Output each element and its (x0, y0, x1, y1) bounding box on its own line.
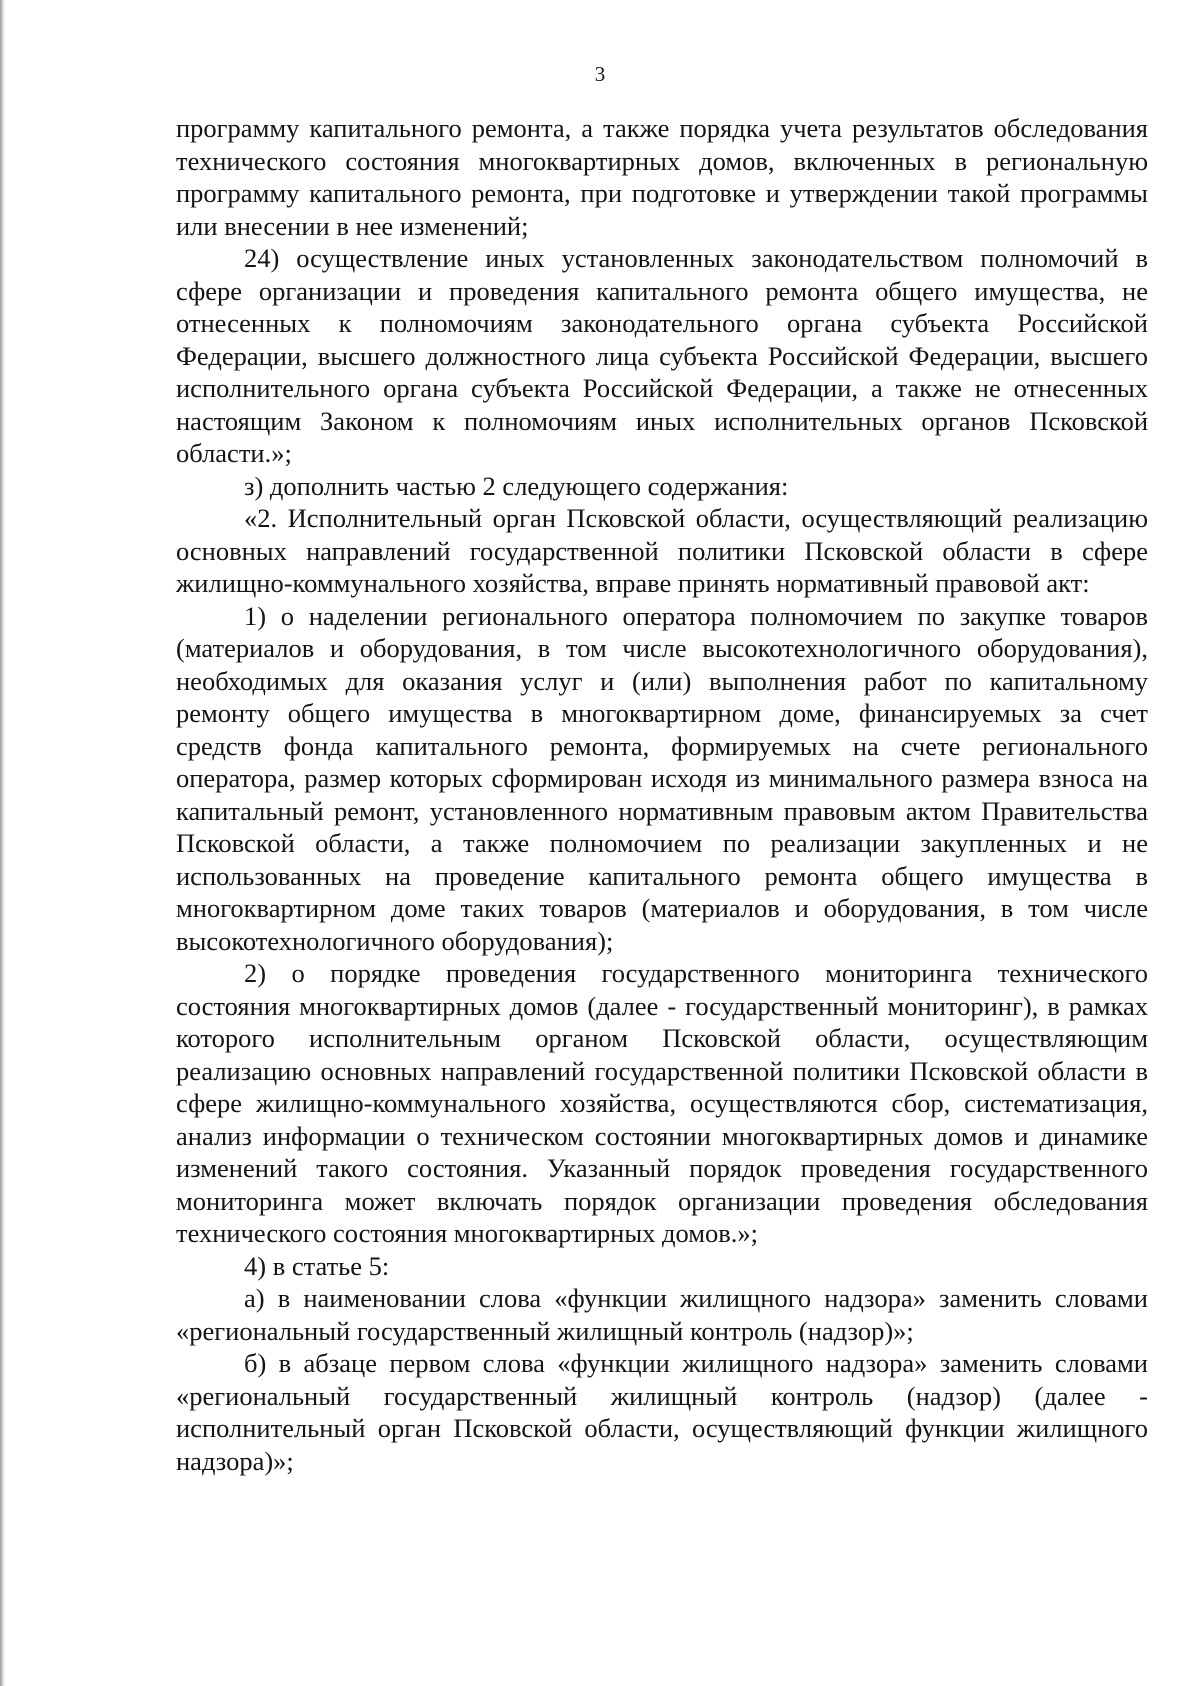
paragraph-subitem-1: 1) о наделении регионального оператора полномочием по закупке товаров (материалов и оборудования, в том числе высокотехнологичного оборудования), необходимых для оказания услуг и (или) выполнения работ по капитальному ремонту общего имущества в многоквартирном доме, финансируемых за счет средств фонда капитального ремонта, формируемых на счете регионального оператора, размер которых сформирован исходя из минимального размера взноса на капитальный ремонт, установленного нормативным правовым актом Правительства Псковской области, а также полномочием по реализации закупленных и не использованных на проведение капитального ремонта общего имущества в многоквартирном доме таких товаров (материалов и оборудования, в том числе высокотехнологичного оборудования); (176, 600, 1148, 956)
paragraph-item-4b: б) в абзаце первом слова «функции жилищного надзора» заменить словами «региональный государственный жилищный контроль (надзор) (далее - исполнительный орган Псковской области, осуществляющий функции жилищного надзора)»; (176, 1348, 1148, 1476)
paragraph-item-4: 4) в статье 5: (244, 1250, 390, 1281)
paragraph-item-24: 24) осуществление иных установленных законодательством полномочий в сфере организации и проведения капитального ремонта общего имущества, не отнесенных к полномочиям законодательного органа субъекта Российской Федерации, высшего должностного лица субъекта Российской Федерации, высшего исполнительного органа субъекта Российской Федерации, а также не отнесенных настоящим Законом к полномочиям иных исполнительных органов Псковской области.»; (176, 243, 1148, 468)
document-body (176, 112, 1148, 1477)
paragraph-item-4a: а) в наименовании слова «функции жилищного надзора» заменить словами «региональный государственный жилищный контроль (надзор)»; (176, 1283, 1148, 1346)
page-number: 3 (594, 62, 606, 86)
paragraph-part-2: «2. Исполнительный орган Псковской области, осуществляющий реализацию основных направлений государственной политики Псковской области в сфере жилищно-коммунального хозяйства, вправе принять нормативный правовой акт: (176, 503, 1148, 598)
paragraph-continuation: программу капитального ремонта, а также порядка учета результатов обследования технического состояния многоквартирных домов, включенных в региональную программу капитального ремонта, при подготовке и утверждении такой программы или внесении в нее изменений; (176, 113, 1148, 241)
paragraph-subitem-2: 2) о порядке проведения государственного мониторинга технического состояния многоквартирных домов (далее - государственный мониторинг), в рамках которого исполнительным органом Псковской области, осуществляющим реализацию основных направлений государственной политики Псковской области в сфере жилищно-коммунального хозяйства, осуществляются сбор, систематизация, анализ информации о техническом состоянии многоквартирных домов и динамике изменений такого состояния. Указанный порядок проведения государственного мониторинга может включать порядок организации проведения обследования технического состояния многоквартирных домов.»; (176, 958, 1148, 1248)
scan-edge (0, 0, 5, 1686)
paragraph-amendment-z: з) дополнить частью 2 следующего содержания: (244, 470, 789, 501)
